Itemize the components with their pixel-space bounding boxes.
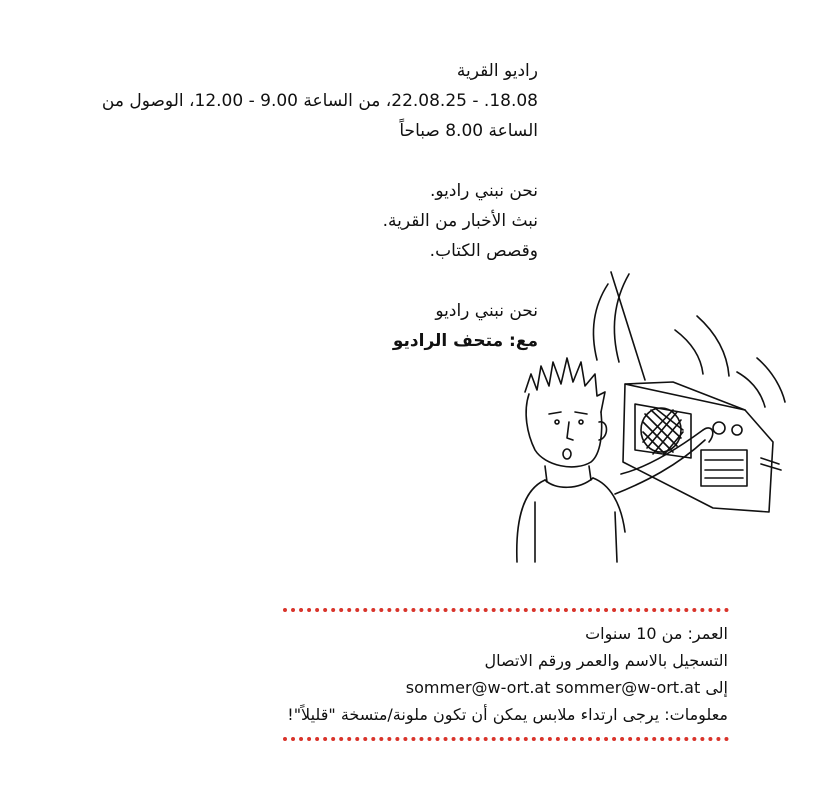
event-arrival-time: الساعة 8.00 صباحاً xyxy=(399,121,538,141)
intro-line-3: وقصص الكتاب. xyxy=(429,241,538,261)
intro-line-1: نحن نبني راديو. xyxy=(429,181,538,201)
radio-wave-icon xyxy=(737,372,765,407)
age-info: العمر: من 10 سنوات xyxy=(585,624,728,643)
event-title: راديو القرية xyxy=(456,61,538,81)
radio-wave-icon xyxy=(593,284,608,360)
antenna-icon xyxy=(611,272,645,380)
radio-wave-icon xyxy=(675,330,703,374)
info-section xyxy=(230,620,728,728)
credits-subtitle: نحن نبني راديو xyxy=(435,301,538,321)
radio-icon xyxy=(623,382,781,512)
credits-partner: مع: متحف الراديو xyxy=(392,331,538,351)
event-dates: 18.08. - 22.08.25، من الساعة 9.00 - 12.00، الوصول من xyxy=(101,91,538,111)
dotted-divider-top xyxy=(283,608,729,612)
boy-icon xyxy=(517,358,713,562)
clothing-note: معلومات: يرجى ارتداء ملابس يمكن أن تكون ملونة/متسخة "قليلاً"! xyxy=(287,705,728,724)
dotted-divider-bottom xyxy=(283,737,729,741)
event-description xyxy=(70,56,538,356)
intro-line-2: نبث الأخبار من القرية. xyxy=(382,211,538,231)
boy-with-radio-illustration xyxy=(505,262,795,582)
email-contact[interactable]: إلى sommer@w-ort.at sommer@w-ort.at xyxy=(405,678,728,697)
registration-info: التسجيل بالاسم والعمر ورقم الاتصال xyxy=(484,651,728,670)
